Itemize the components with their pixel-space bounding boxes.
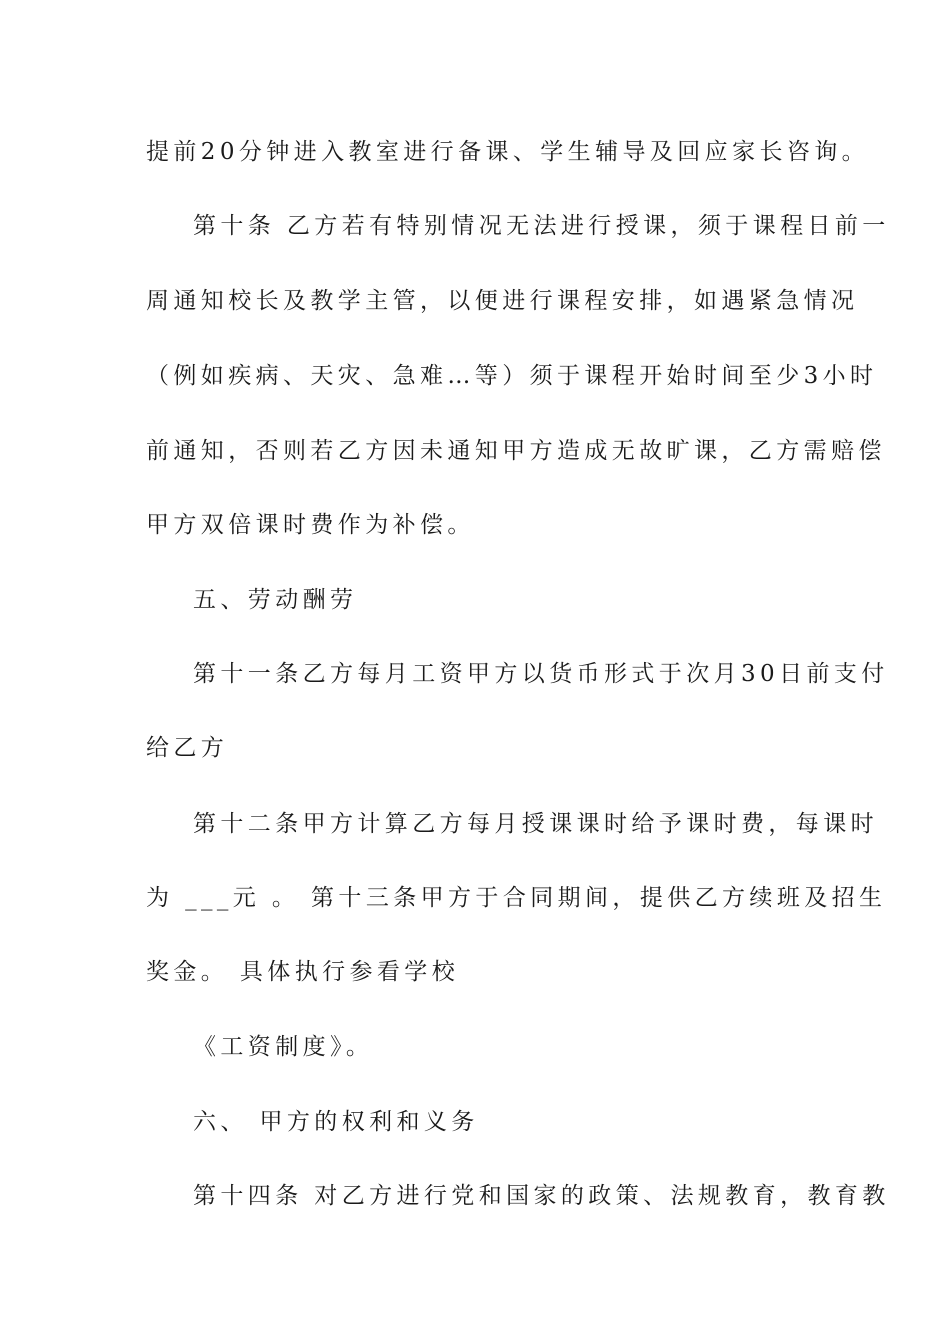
article-12-line: 第十二条甲方计算乙方每月授课课时给予课时费，每课时 xyxy=(193,811,878,837)
paragraph-line: 提前20分钟进入教室进行备课、学生辅导及回应家长咨询。 xyxy=(146,139,870,165)
paragraph-line: 奖金。 具体执行参看学校 xyxy=(146,959,460,985)
paragraph-line: 给乙方 xyxy=(146,735,229,761)
salary-system-reference: 《工资制度》。 xyxy=(193,1034,374,1060)
article-10-line: 第十条 乙方若有特别情况无法进行授课，须于课程日前一 xyxy=(193,213,890,239)
paragraph-line: （例如疾病、天灾、急难…等）须于课程开始时间至少3小时 xyxy=(146,363,878,389)
article-14-line: 第十四条 对乙方进行党和国家的政策、法规教育，教育教 xyxy=(193,1183,890,1209)
paragraph-line: 前通知，否则若乙方因未通知甲方造成无故旷课，乙方需赔偿 xyxy=(146,438,886,464)
paragraph-line: 周通知校长及教学主管，以便进行课程安排，如遇紧急情况 xyxy=(146,288,859,314)
paragraph-line: 为 ___元 。 第十三条甲方于合同期间，提供乙方续班及招生 xyxy=(146,885,887,911)
paragraph-line: 甲方双倍课时费作为补偿。 xyxy=(146,512,475,538)
section-heading-6: 六、 甲方的权利和义务 xyxy=(193,1109,479,1135)
article-11-line: 第十一条乙方每月工资甲方以货币形式于次月30日前支付 xyxy=(193,661,889,687)
section-heading-5: 五、劳动酬劳 xyxy=(193,587,358,613)
